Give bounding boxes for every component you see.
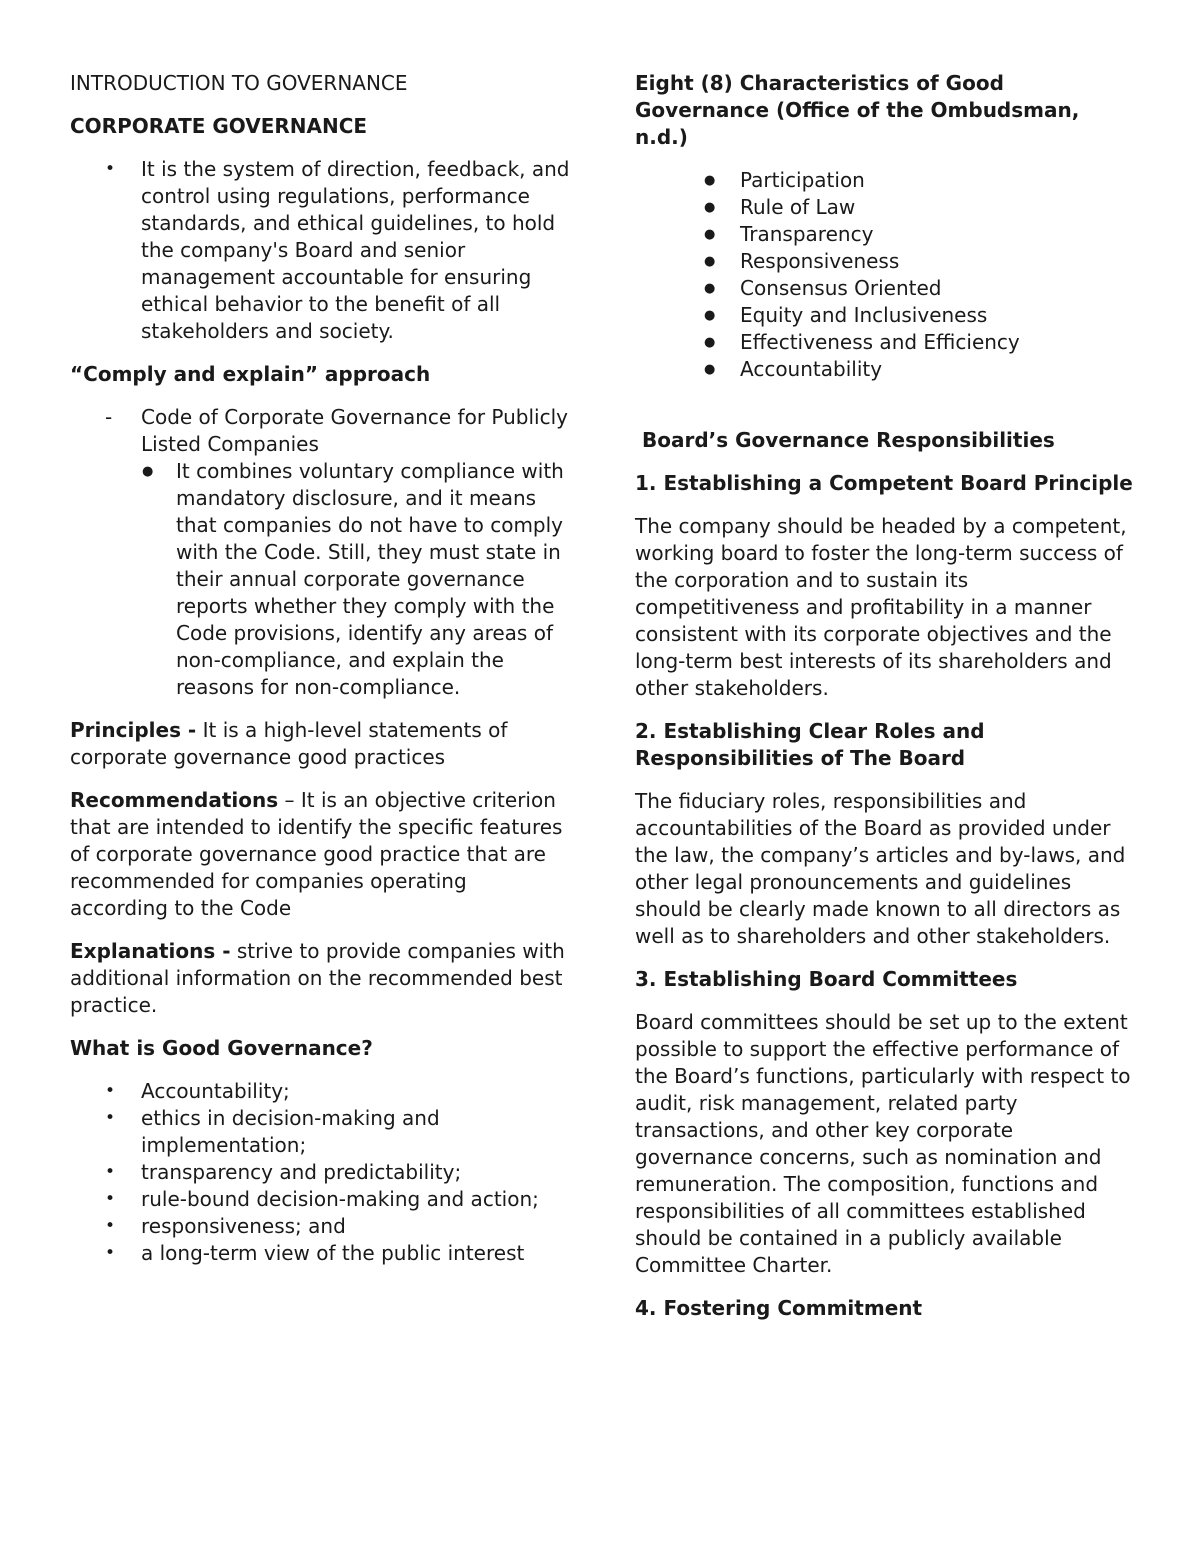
code-item-label: Code of Corporate Governance for Publicly Listed Companies [141, 405, 568, 456]
corporate-governance-heading: CORPORATE GOVERNANCE [70, 114, 368, 138]
list-item: • It is the system of direction, feedback, and control using regulations, performance standards, and ethical guidelines, to hold the company's Board and senior management accountable for ensuring ethical behavior to the benefit of all stakeholders and society. [141, 156, 570, 345]
list-item: ● It combines voluntary compliance with mandatory disclosure, and it means that companies do not have to comply with the Code. Still, they must state in their annual corporate governance reports whether they comply with the Code provisions, identify any areas of non-compliance, and explain the reasons for non-compliance. [176, 458, 570, 701]
board-responsibilities-heading: Board’s Governance Responsibilities [642, 428, 1055, 452]
principles-label: Principles - [70, 718, 197, 742]
list-item: ● Transparency [740, 221, 1135, 248]
list-item: • a long-term view of the public interest [141, 1240, 570, 1267]
section-1-text: The company should be headed by a competent, working board to foster the long-term success of the corporation and to sustain its competitiveness and profitability in a manner consistent with its corporate objectives and the long-term best interests of its shareholders and other stakeholders. [635, 514, 1127, 700]
eight-characteristics-heading: Eight (8) Characteristics of Good Governance (Office of the Ombudsman, n.d.) [635, 71, 1080, 149]
code-list [70, 404, 570, 701]
explanations-label: Explanations - [70, 939, 231, 963]
characteristics-list [635, 167, 1135, 383]
list-item: • transparency and predictability; [141, 1159, 570, 1186]
list-item: • responsiveness; and [141, 1213, 570, 1240]
section-2-heading: 2. Establishing Clear Roles and Responsibilities of The Board [635, 719, 985, 770]
explanations-text: strive to provide companies with additional information on the recommended best practice. [70, 939, 565, 1017]
recommendations-text: – It is an objective criterion that are intended to identify the specific features of corporate governance good practice that are recommended for companies operating according to the Code [70, 788, 563, 920]
good-governance-heading: What is Good Governance? [70, 1036, 373, 1060]
right-column [635, 70, 1135, 1338]
section-4-heading: 4. Fostering Commitment [635, 1296, 923, 1320]
intro-title: INTRODUCTION TO GOVERNANCE [70, 71, 408, 95]
principles-paragraph [70, 717, 570, 771]
section-3-heading: 3. Establishing Board Committees [635, 967, 1018, 991]
explanations-paragraph [70, 938, 570, 1019]
recommendations-label: Recommendations [70, 788, 279, 812]
list-item: • Accountability; [141, 1078, 570, 1105]
principles-text: It is a high-level statements of corporate governance good practices [70, 718, 508, 769]
list-item: ● Effectiveness and Efficiency [740, 329, 1135, 356]
list-item: • ethics in decision-making and implementation; [141, 1105, 570, 1159]
recommendations-paragraph [70, 787, 570, 922]
comply-explain-heading: “Comply and explain” approach [70, 362, 431, 386]
code-item [141, 404, 570, 701]
section-3-text: Board committees should be set up to the extent possible to support the effective performance of the Board’s functions, particularly with respect to audit, risk management, related party transactions, and other key corporate governance concerns, such as nomination and remuneration. The composition, functions and responsibilities of all committees established should be contained in a publicly available Committee Charter. [635, 1010, 1131, 1277]
list-item: ● Accountability [740, 356, 1135, 383]
code-sub-list [141, 458, 570, 701]
left-column [70, 70, 570, 1283]
list-item: • rule-bound decision-making and action; [141, 1186, 570, 1213]
list-item: ● Equity and Inclusiveness [740, 302, 1135, 329]
section-2-text: The fiduciary roles, responsibilities and accountabilities of the Board as provided under the law, the company’s articles and by-laws, and other legal pronouncements and guidelines should be clearly made known to all directors as well as to shareholders and other stakeholders. [635, 789, 1126, 948]
list-item: ● Consensus Oriented [740, 275, 1135, 302]
list-item: ● Responsiveness [740, 248, 1135, 275]
list-item: ● Rule of Law [740, 194, 1135, 221]
corporate-governance-list [70, 156, 570, 345]
good-governance-list [70, 1078, 570, 1267]
list-item: ● Participation [740, 167, 1135, 194]
section-1-heading: 1. Establishing a Competent Board Principle [635, 471, 1133, 495]
